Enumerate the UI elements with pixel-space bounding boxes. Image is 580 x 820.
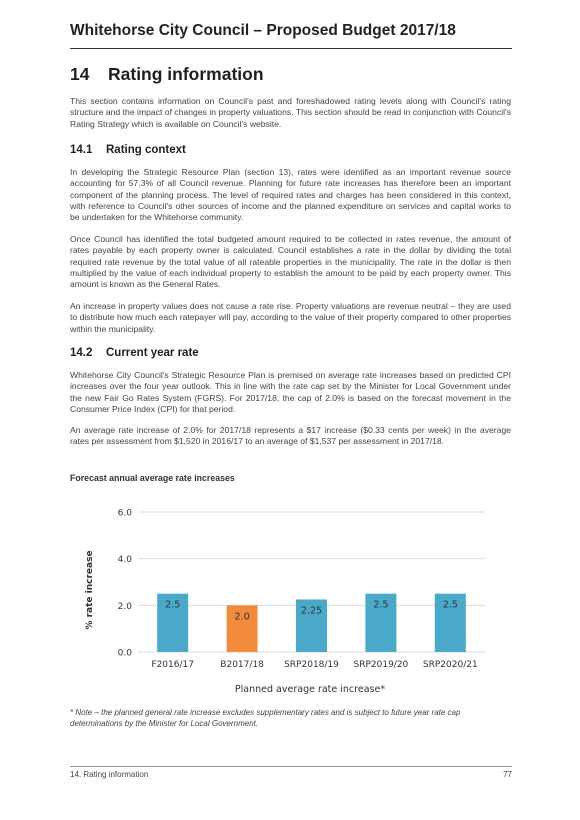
section-title: Rating information [108, 64, 264, 84]
x-tick-label: F2016/17 [151, 660, 194, 670]
rate-increase-bar-chart [70, 492, 490, 698]
rating-context-paragraph-2: Once Council has identified the total budgeted amount required to be collected in rates revenue, the amount of rates payable by each property owner is calculated. Council establishes a rate in the dollar by dividing the total required rate revenue by the total value of all rateable properties in the municipality. The rate in the dollar is then multiplied by the value of each individual property to establish the amount to be paid by each property owner. This amount is known as the General Rates. [70, 234, 511, 290]
chart-footnote: * Note – the planned general rate increase excludes supplementary rates and is subject to future year rate cap determinations by the Minister for Local Government. [70, 708, 461, 728]
y-tick-label: 0.0 [117, 648, 132, 659]
subsection-heading-rating-context [70, 144, 186, 156]
data-label: 2.5 [442, 599, 458, 611]
rating-context-paragraph-3: An increase in property values does not cause a rate rise. Property valuations are revenue neutral – they are used to distribute how much each ratepayer will pay, according to the value of their property compared to other properties within the municipality. [70, 301, 511, 334]
current-year-rate-paragraph-1: Whitehorse City Council's Strategic Resource Plan is premised on average rate increases based on predicted CPI increases over the four year outlook. This in line with the rate cap set by the Minister for Local Government under the new Fair Go Rates System (FGRS). For 2017/18, the cap of 2.0% is based on the forecast movement in the Consumer Price Index (CPI) for that period. [70, 370, 511, 414]
data-label: 2.25 [300, 605, 323, 617]
document-header-title: Whitehorse City Council – Proposed Budget 2017/18 [70, 22, 456, 39]
subsection-number: 14.1 [70, 144, 93, 156]
section-intro: This section contains information on Council's past and foreshadowed rating levels along with Council's rating structure and the impact of changes in property valuations. This section should be read in conjunction with Council's Rating Strategy which is available on Council's website. [70, 96, 511, 129]
section-heading [70, 64, 264, 85]
rating-context-paragraph-1: In developing the Strategic Resource Plan (section 13), rates were identified as an important revenue source accounting for 57.3% of all Council revenue. Planning for future rate increases has therefore been an important component of the planning process. The level of required rates and charges has been considered in this context, with reference to Council's other sources of income and the planned expenditure on services and capital works to be undertaken for the Whitehorse community. [70, 167, 511, 223]
x-tick-label: SRP2018/19 [284, 660, 339, 670]
section-number: 14 [70, 64, 90, 84]
current-year-rate-paragraph-2: An average rate increase of 2.0% for 2017/18 represents a $17 increase ($0.33 cents per week) in the average rates per assessment from $1,520 in 2016/17 to an average of $1,537 per assessment in 2017/18. [70, 425, 511, 447]
x-tick-label: SRP2020/21 [422, 660, 478, 670]
x-axis-label: Planned average rate increase* [234, 684, 386, 695]
chart-title: Forecast annual average rate increases [70, 473, 235, 483]
x-tick-label: B2017/18 [220, 660, 264, 670]
y-tick-label: 2.0 [117, 601, 132, 612]
footer-section-label: 14. Rating information [70, 770, 149, 779]
subsection-title: Current year rate [106, 347, 199, 359]
header-rule [70, 48, 512, 49]
subsection-title: Rating context [106, 144, 186, 156]
footer-rule [70, 766, 512, 767]
y-tick-label: 6.0 [117, 508, 132, 519]
y-tick-label: 4.0 [117, 555, 132, 566]
y-axis-label: % rate increase [85, 550, 95, 630]
data-label: 2.5 [165, 599, 181, 611]
subsection-heading-current-year-rate [70, 347, 199, 359]
subsection-number: 14.2 [70, 347, 93, 359]
x-tick-label: SRP2019/20 [353, 660, 409, 670]
page-number: 77 [503, 770, 512, 779]
data-label: 2.0 [234, 611, 250, 623]
data-label: 2.5 [373, 599, 389, 611]
